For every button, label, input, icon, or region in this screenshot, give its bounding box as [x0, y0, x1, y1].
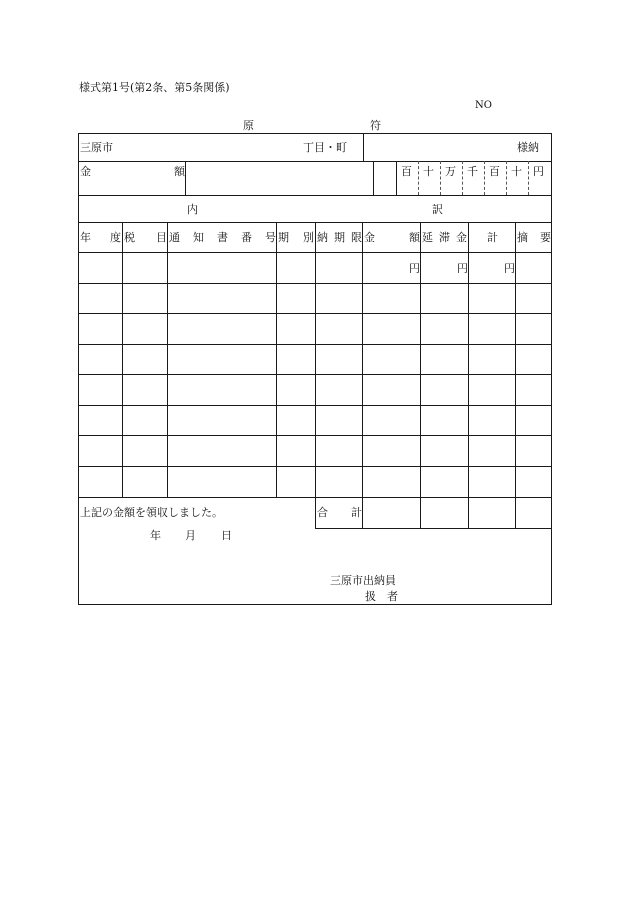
yen-kei: 円: [504, 262, 515, 275]
digit-juu-man: 十: [423, 165, 434, 178]
col-noukigen-1: 納: [317, 231, 328, 244]
col-tsuchi-2: 知: [193, 231, 204, 244]
col-zeimoku-2: 目: [156, 231, 167, 244]
col-entai-2: 滞: [439, 231, 450, 244]
address-city: 三原市: [80, 141, 113, 154]
receipt-text: 上記の金額を領収しました。: [80, 506, 223, 519]
col-tekiyou-1: 摘: [517, 231, 528, 244]
date-day: 日: [221, 529, 232, 542]
breakdown-left: 内: [187, 203, 198, 216]
col-zeimoku-1: 税: [124, 231, 135, 244]
digit-en: 円: [533, 165, 544, 178]
column-header-kei: 計: [487, 231, 498, 244]
col-tsuchi-5: 号: [265, 231, 276, 244]
col-kibetsu-1: 期: [278, 231, 289, 244]
no-label: NO: [475, 100, 492, 111]
total-right: 計: [351, 506, 362, 519]
address-honorific: 様納: [517, 141, 539, 154]
col-kingaku-1: 金: [364, 231, 375, 244]
col-tekiyou-2: 要: [540, 231, 551, 244]
col-kingaku-2: 額: [409, 231, 420, 244]
date-year: 年: [150, 529, 161, 542]
digit-hyaku: 百: [489, 165, 500, 178]
digit-man: 万: [445, 165, 456, 178]
address-block: 丁目・町: [303, 141, 347, 154]
col-tsuchi-3: 書: [217, 231, 228, 244]
amount-label-left: 金: [80, 165, 91, 178]
col-nendo-1: 年: [80, 231, 91, 244]
handler-label: 扱 者: [365, 590, 398, 603]
title-right: 符: [370, 119, 381, 132]
col-entai-3: 金: [456, 231, 467, 244]
col-entai-1: 延: [422, 231, 433, 244]
col-nendo-2: 度: [110, 231, 121, 244]
breakdown-right: 訳: [432, 203, 443, 216]
yen-kingaku: 円: [409, 262, 420, 275]
col-tsuchi-4: 番: [241, 231, 252, 244]
title-left: 原: [243, 119, 254, 132]
amount-label-right: 額: [174, 165, 185, 178]
digit-juu: 十: [511, 165, 522, 178]
form-number: 様式第1号(第2条、第5条関係): [79, 81, 230, 94]
digit-hyaku-man: 百: [401, 165, 412, 178]
date-month: 月: [185, 529, 196, 542]
digit-sen: 千: [467, 165, 478, 178]
col-noukigen-3: 限: [351, 231, 362, 244]
col-tsuchi-1: 通: [169, 231, 180, 244]
col-kibetsu-2: 別: [303, 231, 314, 244]
col-noukigen-2: 期: [334, 231, 345, 244]
yen-entai: 円: [457, 262, 468, 275]
cashier-label: 三原市出納員: [330, 574, 396, 587]
total-left: 合: [317, 506, 328, 519]
